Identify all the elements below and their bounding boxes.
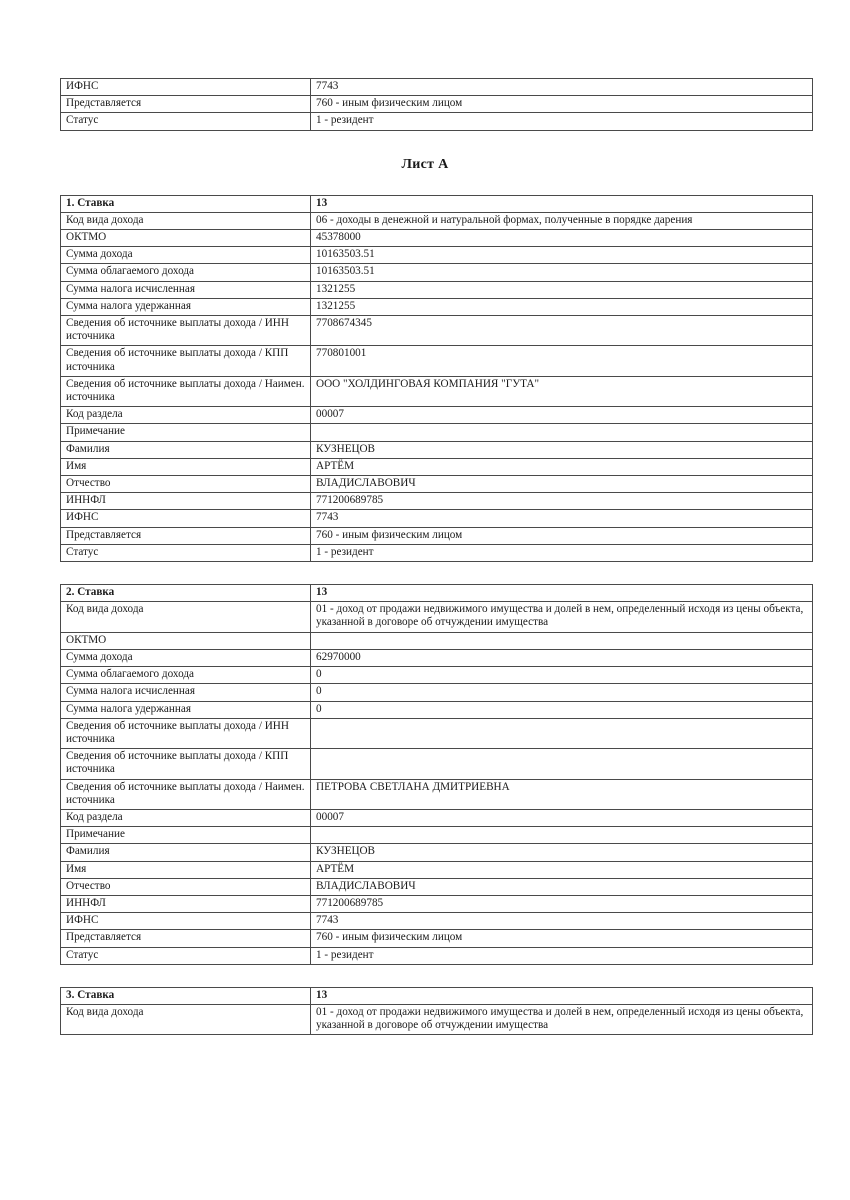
row-label: Код вида дохода: [61, 1004, 311, 1034]
row-label: Сумма налога исчисленная: [61, 281, 311, 298]
row-value: [311, 749, 813, 779]
table-row: [61, 809, 813, 826]
row-value: 01 - доход от продажи недвижимого имущества и долей в нем, определенный исходя из цены объекта, указанной в договоре об отчуждении имущества: [311, 1004, 813, 1034]
row-value: 7743: [311, 79, 813, 96]
table-row: [61, 264, 813, 281]
row-label: Имя: [61, 458, 311, 475]
block-spacer: [60, 965, 790, 987]
row-value: АРТЁМ: [311, 861, 813, 878]
table-row: [61, 684, 813, 701]
header-info-table: [60, 78, 813, 131]
table-row: [61, 861, 813, 878]
table-row: [61, 602, 813, 632]
table-row: [61, 827, 813, 844]
row-value: 760 - иным физическим лицом: [311, 527, 813, 544]
row-value: 1321255: [311, 281, 813, 298]
row-label: Код вида дохода: [61, 212, 311, 229]
row-label: Фамилия: [61, 844, 311, 861]
row-value: 1 - резидент: [311, 544, 813, 561]
row-value: [311, 718, 813, 748]
row-value: 0: [311, 701, 813, 718]
table-row: [61, 844, 813, 861]
table-row: [61, 316, 813, 346]
row-value: 10163503.51: [311, 247, 813, 264]
table-row: [61, 113, 813, 130]
row-label: Сведения об источнике выплаты дохода / ИНН источника: [61, 316, 311, 346]
row-value: 45378000: [311, 230, 813, 247]
row-value: [311, 827, 813, 844]
row-value: 62970000: [311, 649, 813, 666]
row-value: 0: [311, 667, 813, 684]
table-row: [61, 510, 813, 527]
table-row: [61, 458, 813, 475]
row-value: [311, 424, 813, 441]
block-spacer: [60, 562, 790, 584]
row-value: 7708674345: [311, 316, 813, 346]
row-value: 06 - доходы в денежной и натуральной формах, полученные в порядке дарения: [311, 212, 813, 229]
table-row: [61, 718, 813, 748]
row-label: ИФНС: [61, 79, 311, 96]
block-header-label: 1. Ставка: [61, 195, 311, 212]
row-label: Код раздела: [61, 809, 311, 826]
table-row: [61, 895, 813, 912]
table-row: [61, 544, 813, 561]
row-value: 770801001: [311, 346, 813, 376]
table-row: [61, 96, 813, 113]
row-value: 7743: [311, 510, 813, 527]
table-row: [61, 230, 813, 247]
row-value: 760 - иным физическим лицом: [311, 930, 813, 947]
table-row: [61, 701, 813, 718]
row-label: Сведения об источнике выплаты дохода / КПП источника: [61, 346, 311, 376]
table-row-header: [61, 987, 813, 1004]
row-label: Сумма облагаемого дохода: [61, 667, 311, 684]
table-row: [61, 476, 813, 493]
table-row: [61, 407, 813, 424]
table-row: [61, 212, 813, 229]
block-header-value: 13: [311, 195, 813, 212]
row-value: 1 - резидент: [311, 947, 813, 964]
table-row: [61, 281, 813, 298]
row-label: Сведения об источнике выплаты дохода / КПП источника: [61, 749, 311, 779]
table-row: [61, 424, 813, 441]
row-value: ПЕТРОВА СВЕТЛАНА ДМИТРИЕВНА: [311, 779, 813, 809]
table-row: [61, 667, 813, 684]
table-row-header: [61, 195, 813, 212]
block-header-value: 13: [311, 987, 813, 1004]
table-row: [61, 376, 813, 406]
row-value: 771200689785: [311, 493, 813, 510]
row-value: 1 - резидент: [311, 113, 813, 130]
sheet-title: Лист А: [401, 156, 449, 172]
row-label: Статус: [61, 544, 311, 561]
table-row: [61, 649, 813, 666]
income-block-1-table: [60, 195, 813, 562]
row-label: ИННФЛ: [61, 493, 311, 510]
row-value: 01 - доход от продажи недвижимого имущества и долей в нем, определенный исходя из цены объекта, указанной в договоре об отчуждении имущества: [311, 602, 813, 632]
table-row: [61, 247, 813, 264]
row-label: Сведения об источнике выплаты дохода / Наимен. источника: [61, 376, 311, 406]
row-label: Примечание: [61, 827, 311, 844]
row-label: Сумма дохода: [61, 649, 311, 666]
table-row: [61, 779, 813, 809]
row-label: Отчество: [61, 878, 311, 895]
table-row: [61, 930, 813, 947]
table-row: [61, 1004, 813, 1034]
row-label: Статус: [61, 947, 311, 964]
row-label: ОКТМО: [61, 632, 311, 649]
row-label: Сумма налога удержанная: [61, 701, 311, 718]
row-label: ИФНС: [61, 510, 311, 527]
row-label: ИННФЛ: [61, 895, 311, 912]
row-value: ВЛАДИСЛАВОВИЧ: [311, 476, 813, 493]
table-row: [61, 441, 813, 458]
row-value: 10163503.51: [311, 264, 813, 281]
row-value: 7743: [311, 913, 813, 930]
row-value: 771200689785: [311, 895, 813, 912]
row-label: Фамилия: [61, 441, 311, 458]
table-row: [61, 632, 813, 649]
row-label: Представляется: [61, 527, 311, 544]
table-row: [61, 79, 813, 96]
row-value: АРТЁМ: [311, 458, 813, 475]
row-label: Сумма дохода: [61, 247, 311, 264]
row-label: Сумма налога исчисленная: [61, 684, 311, 701]
table-row: [61, 346, 813, 376]
row-value: 1321255: [311, 298, 813, 315]
block-header-label: 3. Ставка: [61, 987, 311, 1004]
table-row: [61, 527, 813, 544]
row-label: Представляется: [61, 96, 311, 113]
row-label: Отчество: [61, 476, 311, 493]
row-value: 0: [311, 684, 813, 701]
row-label: ОКТМО: [61, 230, 311, 247]
row-label: Представляется: [61, 930, 311, 947]
table-row: [61, 878, 813, 895]
income-block-3-table: [60, 987, 813, 1036]
row-value: 760 - иным физическим лицом: [311, 96, 813, 113]
table-row-header: [61, 585, 813, 602]
row-label: Код вида дохода: [61, 602, 311, 632]
row-label: Имя: [61, 861, 311, 878]
row-label: Сумма налога удержанная: [61, 298, 311, 315]
table-row: [61, 749, 813, 779]
income-block-2-table: [60, 584, 813, 965]
row-label: Сведения об источнике выплаты дохода / ИНН источника: [61, 718, 311, 748]
row-label: Сумма облагаемого дохода: [61, 264, 311, 281]
row-label: Сведения об источнике выплаты дохода / Наимен. источника: [61, 779, 311, 809]
row-label: Примечание: [61, 424, 311, 441]
table-row: [61, 493, 813, 510]
table-row: [61, 947, 813, 964]
row-label: Код раздела: [61, 407, 311, 424]
row-label: ИФНС: [61, 913, 311, 930]
block-header-label: 2. Ставка: [61, 585, 311, 602]
row-value: ООО "ХОЛДИНГОВАЯ КОМПАНИЯ "ГУТА": [311, 376, 813, 406]
row-value: 00007: [311, 407, 813, 424]
row-value: КУЗНЕЦОВ: [311, 441, 813, 458]
row-label: Статус: [61, 113, 311, 130]
row-value: [311, 632, 813, 649]
row-value: ВЛАДИСЛАВОВИЧ: [311, 878, 813, 895]
row-value: КУЗНЕЦОВ: [311, 844, 813, 861]
row-value: 00007: [311, 809, 813, 826]
table-row: [61, 298, 813, 315]
table-row: [61, 913, 813, 930]
block-header-value: 13: [311, 585, 813, 602]
